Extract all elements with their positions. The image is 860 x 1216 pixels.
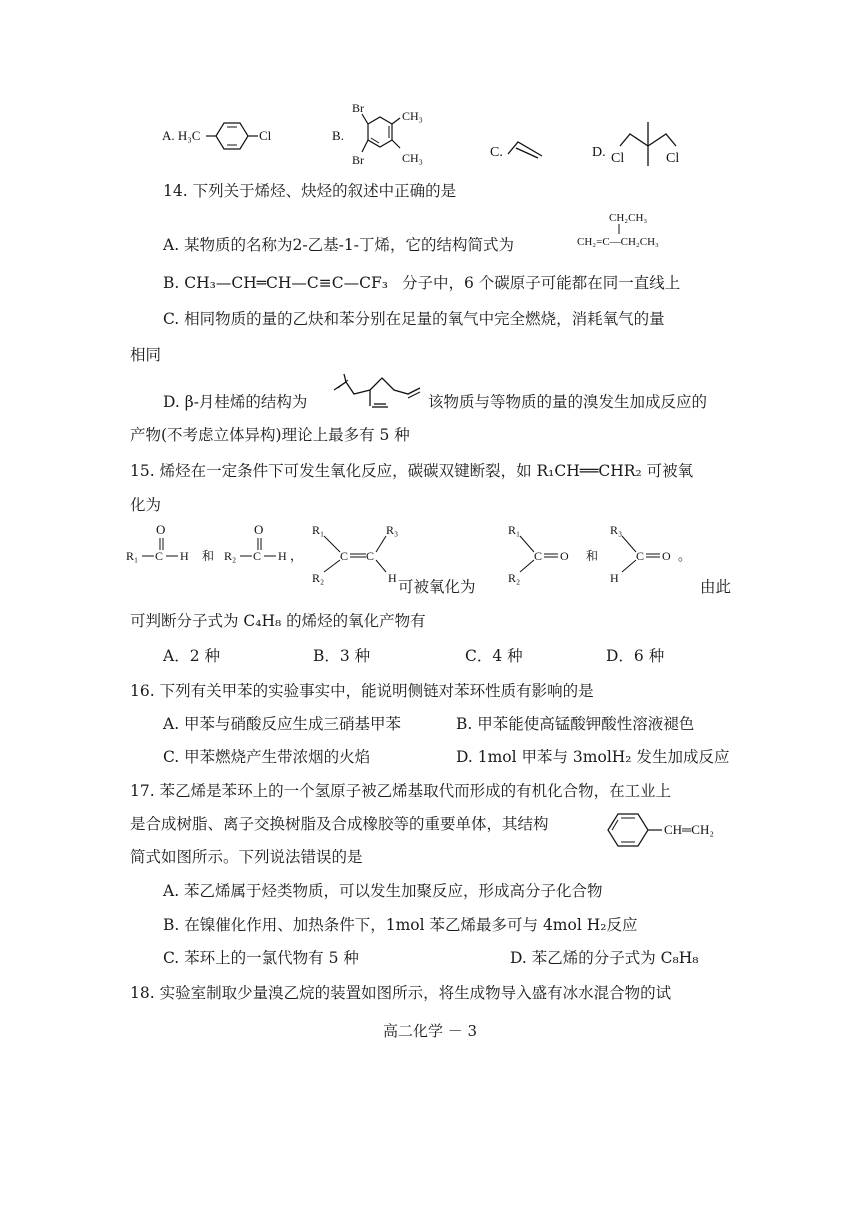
structure-a-label: A. H₃C — [162, 128, 201, 143]
q15-comma: ， — [290, 548, 304, 563]
q15-r1-label: R₁ — [126, 549, 139, 563]
structure-b-ch3a: CH₃ — [402, 109, 423, 123]
q14-option-d-pre: D. β-月桂烯的结构为 — [163, 393, 308, 411]
q15-therefore: 由此 — [700, 578, 732, 596]
q14-option-b: 分子中，6 个碳原子可能都在同一直线上 — [402, 274, 681, 292]
q16-option-d: D. 1mol 甲苯与 3molH₂ 发生加成反应 — [456, 748, 730, 766]
q14-a-structure — [575, 208, 705, 254]
q16-option-b: B. 甲苯能使高锰酸钾酸性溶液褪色 — [456, 715, 695, 733]
q15-and-1: 和 — [202, 549, 215, 563]
q15-stem-line1: 15. 烯烃在一定条件下可发生氧化反应，碳碳双键断裂，如 R₁CH══CHR₂ 可被氧 — [130, 462, 694, 480]
q15-ald-o: O — [662, 549, 671, 563]
structure-b-label: B. — [332, 128, 344, 143]
q15-alkene-c2: C — [366, 549, 375, 563]
q14-a-structure-top: CH₂CH₃ — [609, 212, 648, 224]
q16-stem: 16. 下列有关甲苯的实验事实中，能说明侧链对苯环性质有影响的是 — [130, 682, 594, 700]
styrene-structure — [600, 806, 740, 852]
q14-stem: 14. 下列关于烯烃、炔烃的叙述中正确的是 — [163, 182, 457, 200]
structure-d-cl2: Cl — [666, 151, 680, 166]
q17-stem-line2: 是合成树脂、离子交换树脂及合成橡胶等的重要单体，其结构 — [130, 815, 549, 833]
q14-option-b-formula: B. CH₃—CH═CH—C≡C—CF₃ — [163, 274, 388, 292]
q15-ketone-c: C — [534, 549, 543, 563]
q15-r1-c: C — [155, 549, 164, 563]
q15-ketone-r2: R₂ — [508, 571, 521, 585]
top-structures — [150, 96, 710, 176]
q15-option-a: A．2 种 — [163, 647, 220, 665]
q15-r2-c: C — [253, 549, 262, 563]
q15-alkene-r3: R₃ — [386, 523, 399, 537]
myrcene-structure — [330, 372, 426, 412]
q15-ketone-r1: R₁ — [508, 523, 521, 537]
structure-b-br1: Br — [352, 101, 364, 115]
q14-option-d-post: 该物质与等物质的量的溴发生加成反应的 — [428, 393, 708, 411]
structure-c-skeleton — [508, 142, 542, 156]
q15-ketone-o: O — [560, 549, 569, 563]
q15-alkene-r2: R₂ — [312, 571, 325, 585]
q15-alkene-r1: R₁ — [312, 523, 325, 537]
structure-a-cl: Cl — [259, 128, 272, 143]
q18-stem: 18. 实验室制取少量溴乙烷的装置如图所示，将生成物导入盛有冰水混合物的试 — [130, 984, 672, 1002]
q15-period: 。 — [678, 548, 692, 563]
styrene-label: CH═CH₂ — [664, 822, 714, 837]
q15-r1-h: H — [180, 549, 189, 563]
q15-ald-c: C — [636, 549, 645, 563]
q17-option-b: B. 在镍催化作用、加热条件下，1mol 苯乙烯最多可与 4mol H₂反应 — [163, 916, 638, 934]
q15-ald-h: H — [610, 571, 619, 585]
q15-r2-label: R₂ — [224, 549, 237, 563]
q15-r2-h: H — [278, 549, 287, 563]
q15-stem-line2: 化为 — [130, 496, 162, 514]
structure-c-label: C. — [490, 145, 503, 160]
q15-alkene-h: H — [388, 571, 397, 585]
structure-d-label: D. — [592, 145, 606, 160]
q17-option-a: A. 苯乙烯属于烃类物质，可以发生加聚反应，形成高分子化合物 — [163, 882, 603, 900]
page-footer: 高二化学 － 3 — [382, 1022, 478, 1040]
q15-ald-r3: R₃ — [610, 523, 623, 537]
q15-r1-aldehyde-o: O — [156, 522, 166, 537]
q17-stem-line3: 简式如图所示。下列说法错误的是 — [130, 848, 363, 866]
structure-b-ch3b: CH₃ — [402, 151, 423, 165]
q17-stem-line1: 17. 苯乙烯是苯环上的一个氢原子被乙烯基取代而形成的有机化合物，在工业上 — [130, 782, 672, 800]
q17-option-d: D. 苯乙烯的分子式为 C₈H₈ — [510, 949, 699, 967]
q16-option-a: A. 甲苯与硝酸反应生成三硝基甲苯 — [163, 715, 402, 733]
q15-r2-aldehyde-o: O — [254, 522, 264, 537]
q15-alkene-c1: C — [340, 549, 349, 563]
q14-option-d-line2: 产物(不考虑立体异构)理论上最多有 5 种 — [130, 426, 410, 444]
q15-and-2: 和 — [586, 549, 599, 563]
q15-option-b: B．3 种 — [313, 647, 371, 665]
q15-can-oxidize: 可被氧化为 — [398, 578, 476, 596]
q16-option-c: C. 甲苯燃烧产生带浓烟的火焰 — [163, 748, 371, 766]
structure-b-br2: Br — [352, 153, 364, 167]
q14-a-structure-bottom: CH₂=C—CH₂CH₃ — [577, 236, 659, 248]
benzene-ring-b — [368, 117, 392, 147]
structure-d-cl1: Cl — [611, 151, 625, 166]
q14-option-c-line2: 相同 — [130, 346, 162, 364]
q17-option-c: C. 苯环上的一氯代物有 5 种 — [163, 949, 359, 967]
q14-option-a: A. 某物质的名称为2-乙基-1-丁烯，它的结构简式为 — [163, 236, 514, 254]
q15-option-c: C．4 种 — [465, 647, 523, 665]
q15-stem-line3: 可判断分子式为 C₄H₈ 的烯烃的氧化产物有 — [130, 612, 426, 630]
q14-option-c-line1: C. 相同物质的量的乙炔和苯分别在足量的氧气中完全燃烧，消耗氧气的量 — [163, 310, 665, 328]
q15-option-d: D．6 种 — [606, 647, 665, 665]
